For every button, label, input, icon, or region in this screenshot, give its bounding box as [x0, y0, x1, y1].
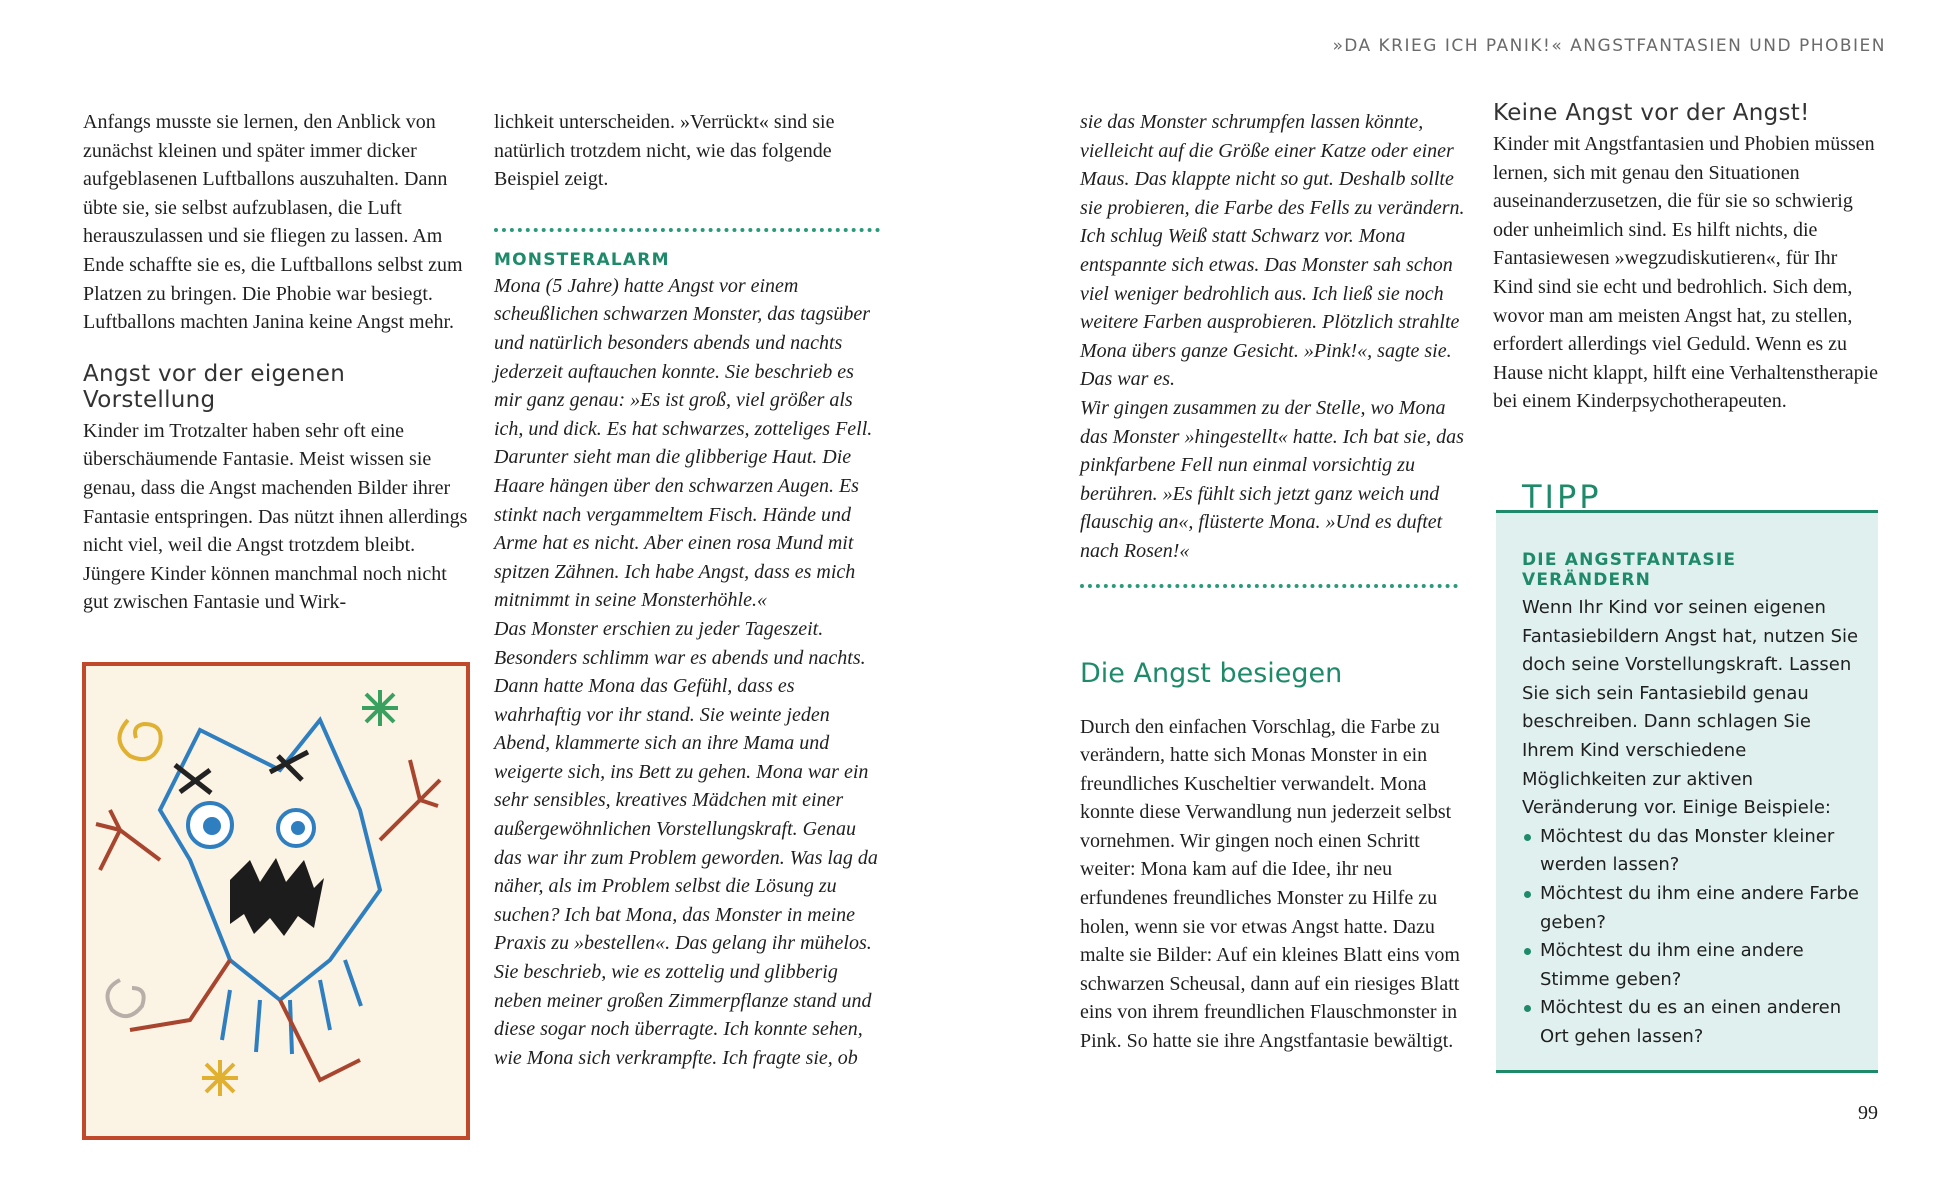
column-1	[83, 108, 473, 617]
monster-illustration	[80, 660, 472, 1142]
tip-title: DIE ANGSTFANTASIE VERÄNDERN	[1522, 550, 1737, 590]
column-3	[1080, 108, 1470, 1056]
col1-intro: Anfangs musste sie lernen, den Anblick von zunächst kleinen und später immer dicker aufgeblasenen Luftballons auszuhalten. Dann übte sie, sie selbst aufzublasen, die Luft herauszulassen und sie fliegen zu lassen. Am Ende schaffte sie es, die Luftballons selbst zum Platzen zu bringen. Die Phobie war besiegt. Luftballons machten Janina keine Angst mehr.	[83, 111, 463, 334]
tip-box	[1496, 512, 1878, 1073]
col3-body: Durch den einfachen Vorschlag, die Farbe zu verändern, hatte sich Monas Monster in ein freundliches Kuscheltier verwandelt. Mona konnte diese Verwandlung nun jederzeit selbst vornehmen. Wir gingen noch einen Schritt weiter: Mona kam auf die Idee, ihr neu erfundenes freundliches Monster zu Hilfe zu holen, wenn sie vor etwas Angst hatte. Dazu malte sie Bilder: Auf ein kleines Blatt eins vom schwarzen Scheusal, dann auf ein riesiges Blatt eins von ihrem freundlichen Flauschmonster in Pink. So hatte sie ihre Angstfantasie bewältigt.	[1080, 715, 1460, 1053]
col4-body: Kinder mit Angstfantasien und Phobien müssen lernen, sich mit genau den Situationen auseinanderzusetzen, die für sie so schwierig oder unheimlich sind. Es hilft nichts, die Fantasiewesen »wegzudiskutieren«, für Ihr Kind sind sie echt und bedrohlich. Sich dem, wovor man am meisten Angst hat, zu stellen, erfordert allerdings viel Geduld. Wenn es zu Hause nicht klappt, hilft eine Verhaltenstherapie bei einem Kinderpsychotherapeuten.	[1493, 133, 1879, 413]
box-label-monsteralarm: MONSTERALARM	[494, 249, 670, 270]
tip-body: Wenn Ihr Kind vor seinen eigenen Fantasiebildern Angst hat, nutzen Sie doch seine Vorstellungskraft. Lassen Sie sich sein Fantasiebild genau beschreiben. Dann schlagen Sie Ihrem Kind verschiedene Möglichkeiten zur aktiven Veränderung vor. Einige Beispiele:	[1522, 597, 1859, 819]
section-heading-angst-besiegen: Die Angst besiegen	[1080, 657, 1343, 689]
col3-story: sie das Monster schrumpfen lassen könnte, vielleicht auf die Größe einer Katze oder einer Maus. Das klappte nicht so gut. Deshalb sollte sie probieren, die Farbe des Fells zu verändern. Ich schlug Weiß statt Schwarz vor. Mona entspannte sich etwas. Das Monster sah schon viel weniger bedrohlich aus. Ich ließ sie noch weitere Farben ausprobieren. Plötzlich strahlte Mona übers ganze Gesicht. »Pink!«, sagte sie. Das war es.	[1080, 111, 1465, 391]
tip-item: Möchtest du es an einen anderen Ort gehen lassen?	[1522, 994, 1866, 1051]
tip-item: Möchtest du das Monster kleiner werden lassen?	[1522, 823, 1866, 880]
tip-content	[1522, 550, 1866, 1052]
col2-story2: Das Monster erschien zu jeder Tageszeit. Besonders schlimm war es abends und nachts. Dann hatte Mona das Gefühl, dass es wahrhaftig vor ihr stand. Sie weinte jeden Abend, klammerte sich an ihre Mama und weigerte sich, ins Bett zu gehen. Mona war ein sehr sensibles, kreatives Mädchen mit einer außergewöhnlichen Vorstellungskraft. Genau das war ihr zum Problem geworden. Was lag da näher, als im Problem selbst die Lösung zu suchen? Ich bat Mona, das Monster in meine Praxis zu »bestellen«. Das gelang ihr mühelos. Sie beschrieb, wie es zottelig und glibberig neben meiner großen Zimmerpflanze stand und diese sogar noch überragte. Ich konnte sehen, wie Mona sich verkrampfte. Ich fragte sie, ob	[494, 617, 878, 1069]
box-divider-bottom	[1080, 584, 1458, 592]
col3-story2: Wir gingen zusammen zu der Stelle, wo Mona das Monster »hingestellt« hatte. Ich bat sie, das pinkfarbene Fell nun einmal vorsichtig zu berühren. »Es fühlt sich jetzt ganz weich und flauschig an«, flüsterte Mona. »Und es duftet nach Rosen!«	[1080, 396, 1464, 562]
col2-story: Mona (5 Jahre) hatte Angst vor einem scheußlichen schwarzen Monster, das tagsüber und natürlich besonders abends und nachts jederzeit auftauchen konnte. Sie beschrieb es mir ganz genau: »Es ist groß, viel größer als ich, und dick. Es hat schwarzes, zotteliges Fell. Darunter sieht man die glibberige Haut. Die Haare hängen über den schwarzen Augen. Es stinkt nach vergammeltem Fisch. Hände und Arme hat es nicht. Aber einen rosa Mund mit spitzen Zähnen. Ich habe Angst, dass es mich mitnimmt in seine Monsterhöhle.«	[494, 274, 873, 612]
column-4	[1493, 100, 1881, 416]
tip-list	[1522, 823, 1866, 1052]
page-number: 99	[1858, 1102, 1878, 1124]
tip-word: TIPP	[1522, 478, 1602, 516]
section-heading-keine-angst: Keine Angst vor der Angst!	[1493, 100, 1810, 126]
running-header: »DA KRIEG ICH PANIK!« ANGSTFANTASIEN UND PHOBIEN	[1332, 36, 1886, 56]
col1-body: Kinder im Trotzalter haben sehr oft eine überschäumende Fantasie. Meist wissen sie genau, dass die Angst machenden Bilder ihrer Fantasie entspringen. Das nützt ihnen allerdings nicht viel, weil die Angst trotzdem bleibt. Jüngere Kinder können manchmal noch nicht gut zwischen Fantasie und Wirk-	[83, 419, 468, 614]
tip-item: Möchtest du ihm eine andere Farbe geben?	[1522, 880, 1866, 937]
section-heading-vorstellung: Angst vor der eigenen Vorstellung	[83, 360, 346, 413]
col2-intro: lichkeit unterscheiden. »Verrückt« sind sie natürlich trotzdem nicht, wie das folgende Beispiel zeigt.	[494, 111, 835, 191]
box-divider-top	[494, 228, 880, 236]
tip-item: Möchtest du ihm eine andere Stimme geben?	[1522, 937, 1866, 994]
column-2	[494, 108, 880, 1072]
